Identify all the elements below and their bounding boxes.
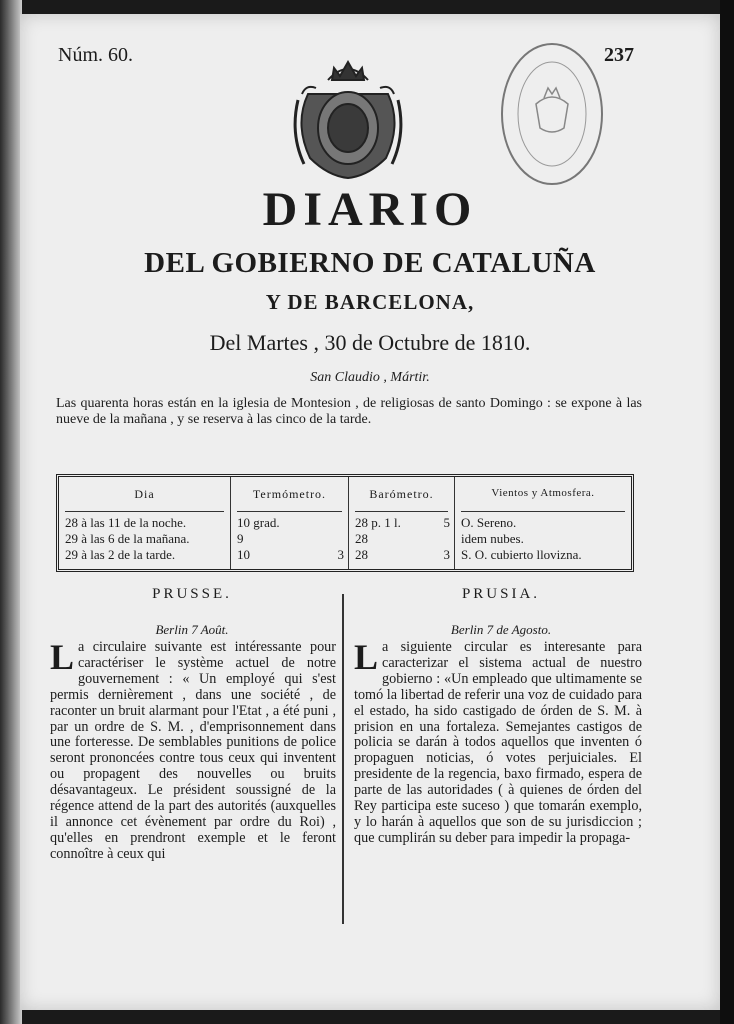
drop-cap: L bbox=[50, 637, 75, 677]
masthead-subtitle: DEL GOBIERNO DE CATALUÑA bbox=[144, 247, 596, 279]
weather-cell: 29 à las 6 de la mañana. bbox=[65, 531, 190, 546]
issue-date: Del Martes , 30 de Octubre de 1810. bbox=[209, 330, 531, 355]
weather-col-vientos bbox=[455, 477, 631, 569]
left-column-dateline: Berlin 7 Août. bbox=[155, 622, 229, 637]
weather-header-barometro: Barómetro. bbox=[369, 487, 434, 501]
drop-cap: L bbox=[354, 637, 379, 677]
royal-crest-icon bbox=[288, 54, 408, 182]
issue-number: Núm. 60. bbox=[58, 44, 133, 66]
page-number: 237 bbox=[604, 44, 634, 66]
weather-cell: 10 grad. bbox=[237, 515, 280, 530]
weather-cell: 28 bbox=[355, 547, 368, 562]
religious-notice: Las quarenta horas están en la iglesia de Montesion , de religiosas de santo Domingo : se expone à las nueve de la mañana , y se reserva à las cinco de la tarde. bbox=[56, 396, 642, 427]
weather-cell: 10 bbox=[237, 547, 250, 562]
weather-cell: 9 bbox=[237, 531, 244, 546]
weather-cell: 29 à las 2 de la tarde. bbox=[65, 547, 176, 562]
right-column-text bbox=[354, 637, 642, 847]
weather-header-vientos: Vientos y Atmosfera. bbox=[491, 487, 595, 499]
left-column-heading: PRUSSE. bbox=[152, 586, 232, 602]
left-column-text bbox=[50, 637, 336, 863]
library-stamp bbox=[498, 40, 606, 188]
weather-col-barometro bbox=[349, 477, 455, 569]
weather-col-dia bbox=[59, 477, 231, 569]
weather-cell: idem nubes. bbox=[461, 531, 524, 546]
weather-cell: 3 bbox=[443, 547, 450, 562]
weather-header-termometro: Termómetro. bbox=[252, 487, 327, 501]
weather-cell: 28 à las 11 de la noche. bbox=[65, 515, 187, 530]
weather-cell: 28 bbox=[355, 531, 368, 546]
right-column-body: a siguiente circular es interesante para caracterizar el sistema actual de nuestro gobierno : «Un empleado que ultimamente se tomó la libertad de referir una voz de cuidado para el estado, ha sido castigado de órden de S. M. à prision en una fortaleza. Semejantes castigos de policia se darán à todos aquellos que inventen ó propaguen noticias, ó votes perjuiciales. El presidente de la regencia, baxo firmado, espera de parte de las autoridades ( à quienes de órden del Rey participa este suceso ) que tomarán exemplo, y lo harán à aquellos que son de su jurisdiccion ; que cumplirán su deber para impedir la propaga- bbox=[354, 639, 642, 846]
masthead-title: DIARIO bbox=[262, 183, 478, 236]
left-column-body: a circulaire suivante est intéressante pour caractériser le système actuel de notre gouvernement : « Un employé qui s'est permis dernièrement , dans une société , de raconter un bruit alarmant pour l'Etat , a été puni , par un ordre de S. M. , d'emprisonnement dans une forteresse. De semblables punitions de police seront prononcées contre tous ceux qui inventent ou propagent des nouvelles ou bruits désavantageux. Le président soussigné de la régence attend de la part des autorités (auxquelles il annonce cet évènement par ordre du Roi) , qu'elles en prendront exemple et le feront connoître à ceux qui bbox=[50, 639, 336, 862]
saint-of-day: San Claudio , Mártir. bbox=[310, 370, 430, 385]
right-column-heading: PRUSIA. bbox=[461, 586, 541, 602]
weather-cell: 5 bbox=[443, 515, 450, 530]
newspaper-page bbox=[20, 14, 720, 1010]
weather-cell: O. Sereno. bbox=[461, 515, 517, 530]
book-spine bbox=[0, 0, 22, 1024]
weather-cell: 3 bbox=[337, 547, 344, 562]
weather-cell: 28 p. 1 l. bbox=[355, 515, 401, 530]
weather-cell: S. O. cubierto llovizna. bbox=[461, 547, 582, 562]
weather-table bbox=[56, 474, 634, 572]
weather-col-termometro bbox=[231, 477, 349, 569]
right-column-dateline: Berlin 7 de Agosto. bbox=[450, 622, 552, 637]
column-divider bbox=[342, 594, 344, 924]
weather-header-dia: Dia bbox=[134, 487, 155, 501]
page-edge-shadow bbox=[720, 0, 734, 1024]
masthead-city: Y DE BARCELONA, bbox=[265, 290, 475, 314]
